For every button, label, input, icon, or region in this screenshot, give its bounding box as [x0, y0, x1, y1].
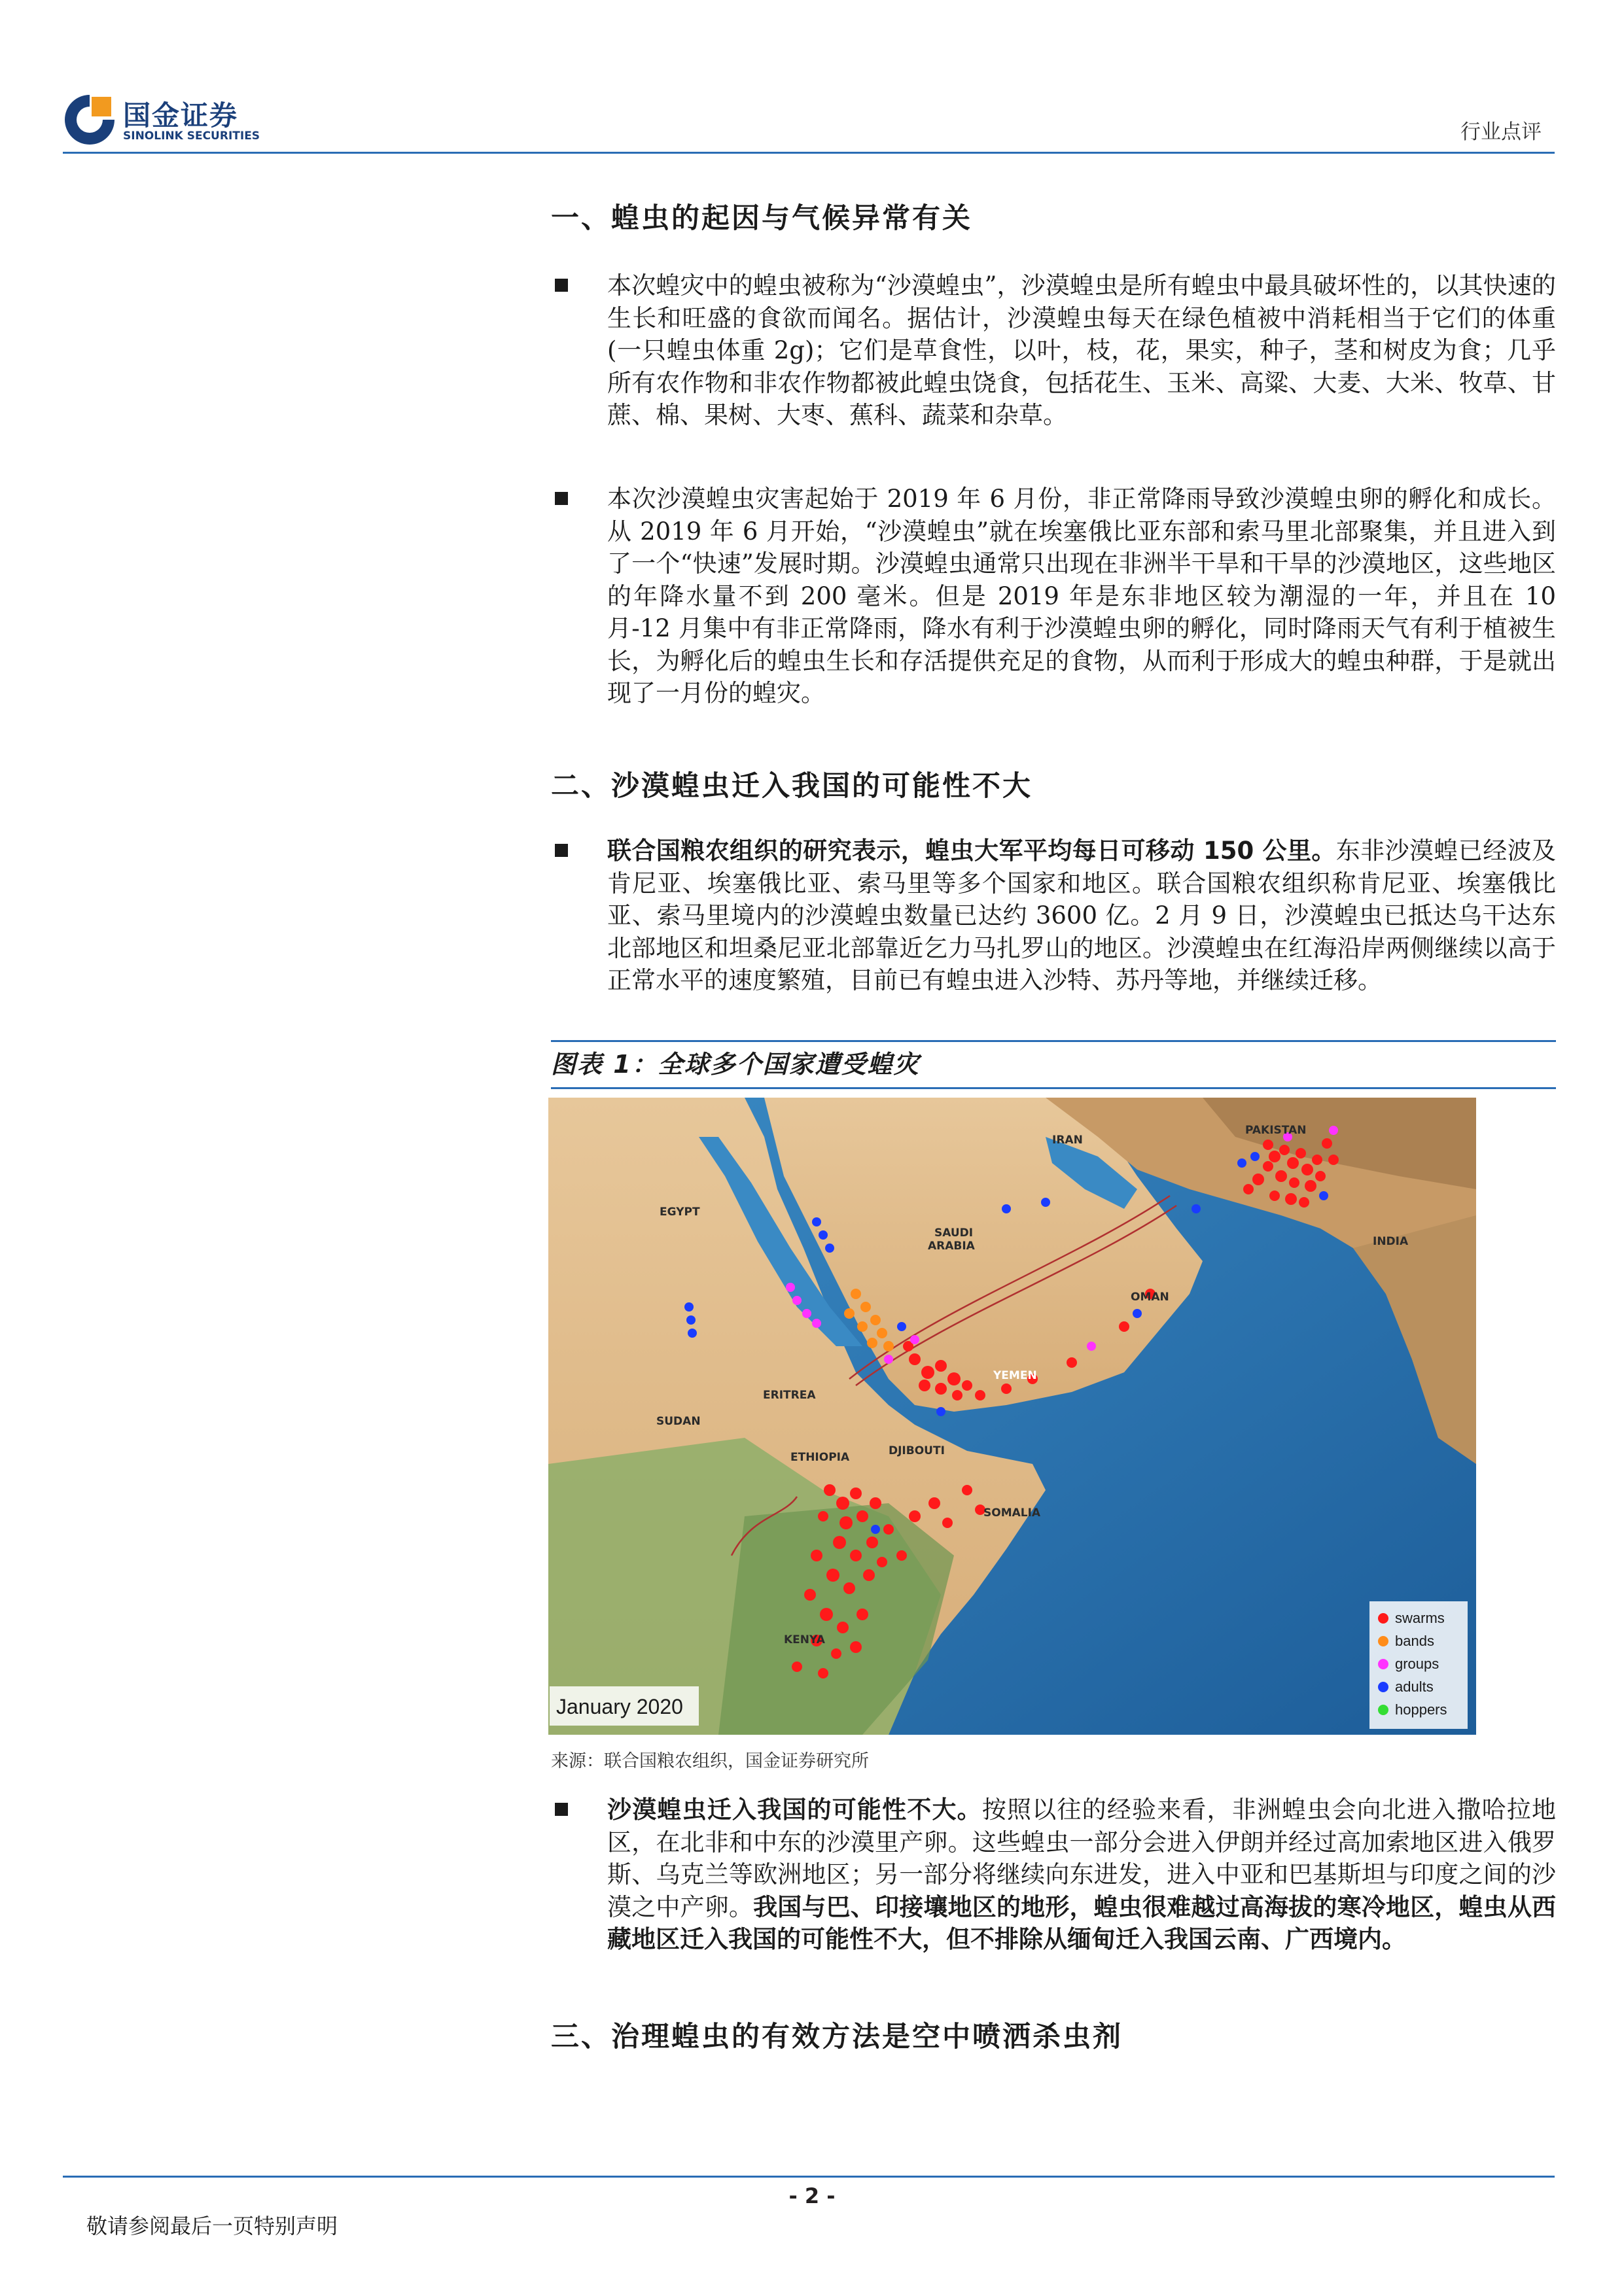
paragraph-text: 本次沙漠蝗虫灾害起始于 2019 年 6 月份，非正常降雨导致沙漠蝗虫卵的孵化和成长。从 2019 年 6 月开始，“沙漠蝗虫”就在埃塞俄比亚东部和索马里北部聚集，并且进入到了一个“快速”发展时期。沙漠蝗虫通常只出现在非洲半干旱和干旱的沙漠地区，这些地区的年降水量不到 200 毫米。但是 2019 年是东非地区较为潮湿的一年，并且在 10 月-12 月集中有非正常降雨，降水有利于沙漠蝗虫卵的孵化，同时降雨天气有利于植被生长，为孵化后的蝗虫生长和存活提供充足的食物，从而利于形成大的蝗虫种群，于是就出现了一月份的蝗灾。: [607, 485, 1556, 707]
figure-source: 来源：联合国粮农组织，国金证券研究所: [551, 1751, 869, 1771]
paragraph-text: [607, 835, 1556, 997]
map-label-sudan: SUDAN: [656, 1415, 701, 1428]
legend-adults: adults: [1395, 1679, 1434, 1695]
logo: [63, 92, 298, 149]
page-number: - 2 -: [788, 2183, 836, 2208]
paragraph-body: 按照以往的经验来看，非洲蝗虫会向北进入撒哈拉地区，在北非和中东的沙漠里产卵。这些蝗虫一部分会进入伊朗并经过高加索地区进入俄罗斯、乌克兰等欧洲地区；另一部分将继续向东进发，进入中亚和巴基斯坦与印度之间的沙漠之中产卵。: [607, 1796, 1557, 1921]
map-label-arabia: ARABIA: [928, 1240, 975, 1253]
legend-hoppers: hoppers: [1395, 1701, 1447, 1718]
paragraph-2: [551, 483, 1556, 744]
disclaimer: 敬请参阅最后一页特别声明: [86, 2214, 338, 2238]
map-label-eritrea: ERITREA: [763, 1389, 816, 1402]
figure-title: 图表 1：全球多个国家遭受蝗灾: [551, 1050, 920, 1079]
logo-cn-text: 国金证券: [123, 99, 239, 131]
footer-divider: [63, 2176, 1555, 2178]
report-type: 行业点评: [1460, 120, 1542, 144]
legend-groups: groups: [1395, 1656, 1439, 1672]
bullet-icon: [555, 1803, 568, 1816]
logo-en-text: SINOLINK SECURITIES: [123, 130, 260, 143]
date-label: January 2020: [556, 1695, 683, 1718]
bullet-icon: [555, 279, 568, 292]
section-title-2: 二、沙漠蝗虫迁入我国的可能性不大: [551, 770, 1033, 803]
paragraph-4: [551, 1794, 1556, 2003]
map-graphic: [548, 1098, 1476, 1735]
paragraph-text: 本次蝗灾中的蝗虫被称为“沙漠蝗虫”，沙漠蝗虫是所有蝗虫中最具破坏性的，以其快速的生长和旺盛的食欲而闻名。据估计，沙漠蝗虫每天在绿色植被中消耗相当于它们的体重(一只蝗虫体重 2g)；它们是草食性，以叶，枝，花，果实，种子，茎和树皮为食；几乎所有农作物和非农作物都被此蝗虫饶食，包括花生、玉米、高粱、大麦、大米、牧草、甘蔗、棉、果树、大枣、蕉科、蔬菜和杂草。: [607, 271, 1556, 429]
map-label-pakistan: PAKISTAN: [1245, 1124, 1307, 1137]
map-label-somalia: SOMALIA: [983, 1506, 1041, 1520]
paragraph-text: [607, 1794, 1556, 1956]
logo-mark-icon: [63, 93, 116, 147]
map-label-iran: IRAN: [1052, 1134, 1083, 1147]
paragraph-body: 东非沙漠蝗已经波及肯尼亚、埃塞俄比亚、索马里等多个国家和地区。联合国粮农组织称肯尼亚、埃塞俄比亚、索马里境内的沙漠蝗虫数量已达约 3600 亿。2 月 9 日，沙漠蝗虫已抵达乌干达东北部地区和坦桑尼亚北部靠近乞力马扎罗山的地区。沙漠蝗虫在红海沿岸两侧继续以高于正常水平的速度繁殖，目前已有蝗虫进入沙特、苏丹等地，并继续迁移。: [607, 837, 1557, 994]
map-label-oman: OMAN: [1131, 1291, 1169, 1304]
map-legend: [1369, 1601, 1468, 1729]
bullet-icon: [555, 492, 568, 505]
map-label-djibouti: DJIBOUTI: [889, 1444, 945, 1457]
map-label-yemen: YEMEN: [993, 1369, 1037, 1382]
map-label-ethiopia: ETHIOPIA: [790, 1451, 850, 1464]
figure-top-rule: [551, 1040, 1556, 1042]
paragraph-1: [551, 270, 1556, 466]
header-divider: [63, 152, 1555, 154]
figure-title-rule: [551, 1087, 1556, 1089]
bullet-icon: [555, 844, 568, 857]
locust-map: [548, 1098, 1476, 1735]
legend-bands: bands: [1395, 1633, 1434, 1649]
section-title-3: 三、治理蝗虫的有效方法是空中喷洒杀虫剂: [551, 2021, 1123, 2053]
paragraph-lead-bold: 沙漠蝗虫迁入我国的可能性不大。: [607, 1796, 982, 1824]
paragraph-lead-bold: 联合国粮农组织的研究表示，蝗虫大军平均每日可移动 150 公里。: [607, 837, 1336, 865]
section-title-1: 一、蝗虫的起因与气候异常有关: [551, 202, 972, 235]
map-label-egypt: EGYPT: [660, 1206, 700, 1219]
legend-swarms: swarms: [1395, 1610, 1445, 1626]
paragraph-tail-bold: 我国与巴、印接壤地区的地形，蝗虫很难越过高海拔的寒冷地区，蝗虫从西藏地区迁入我国的可能性不大，但不排除从缅甸迁入我国云南、广西境内。: [607, 1892, 1557, 1953]
map-label-saudi: SAUDI: [934, 1226, 974, 1240]
paragraph-3: [551, 835, 1556, 1031]
map-label-india: INDIA: [1373, 1235, 1409, 1248]
map-label-kenya: KENYA: [784, 1633, 825, 1646]
